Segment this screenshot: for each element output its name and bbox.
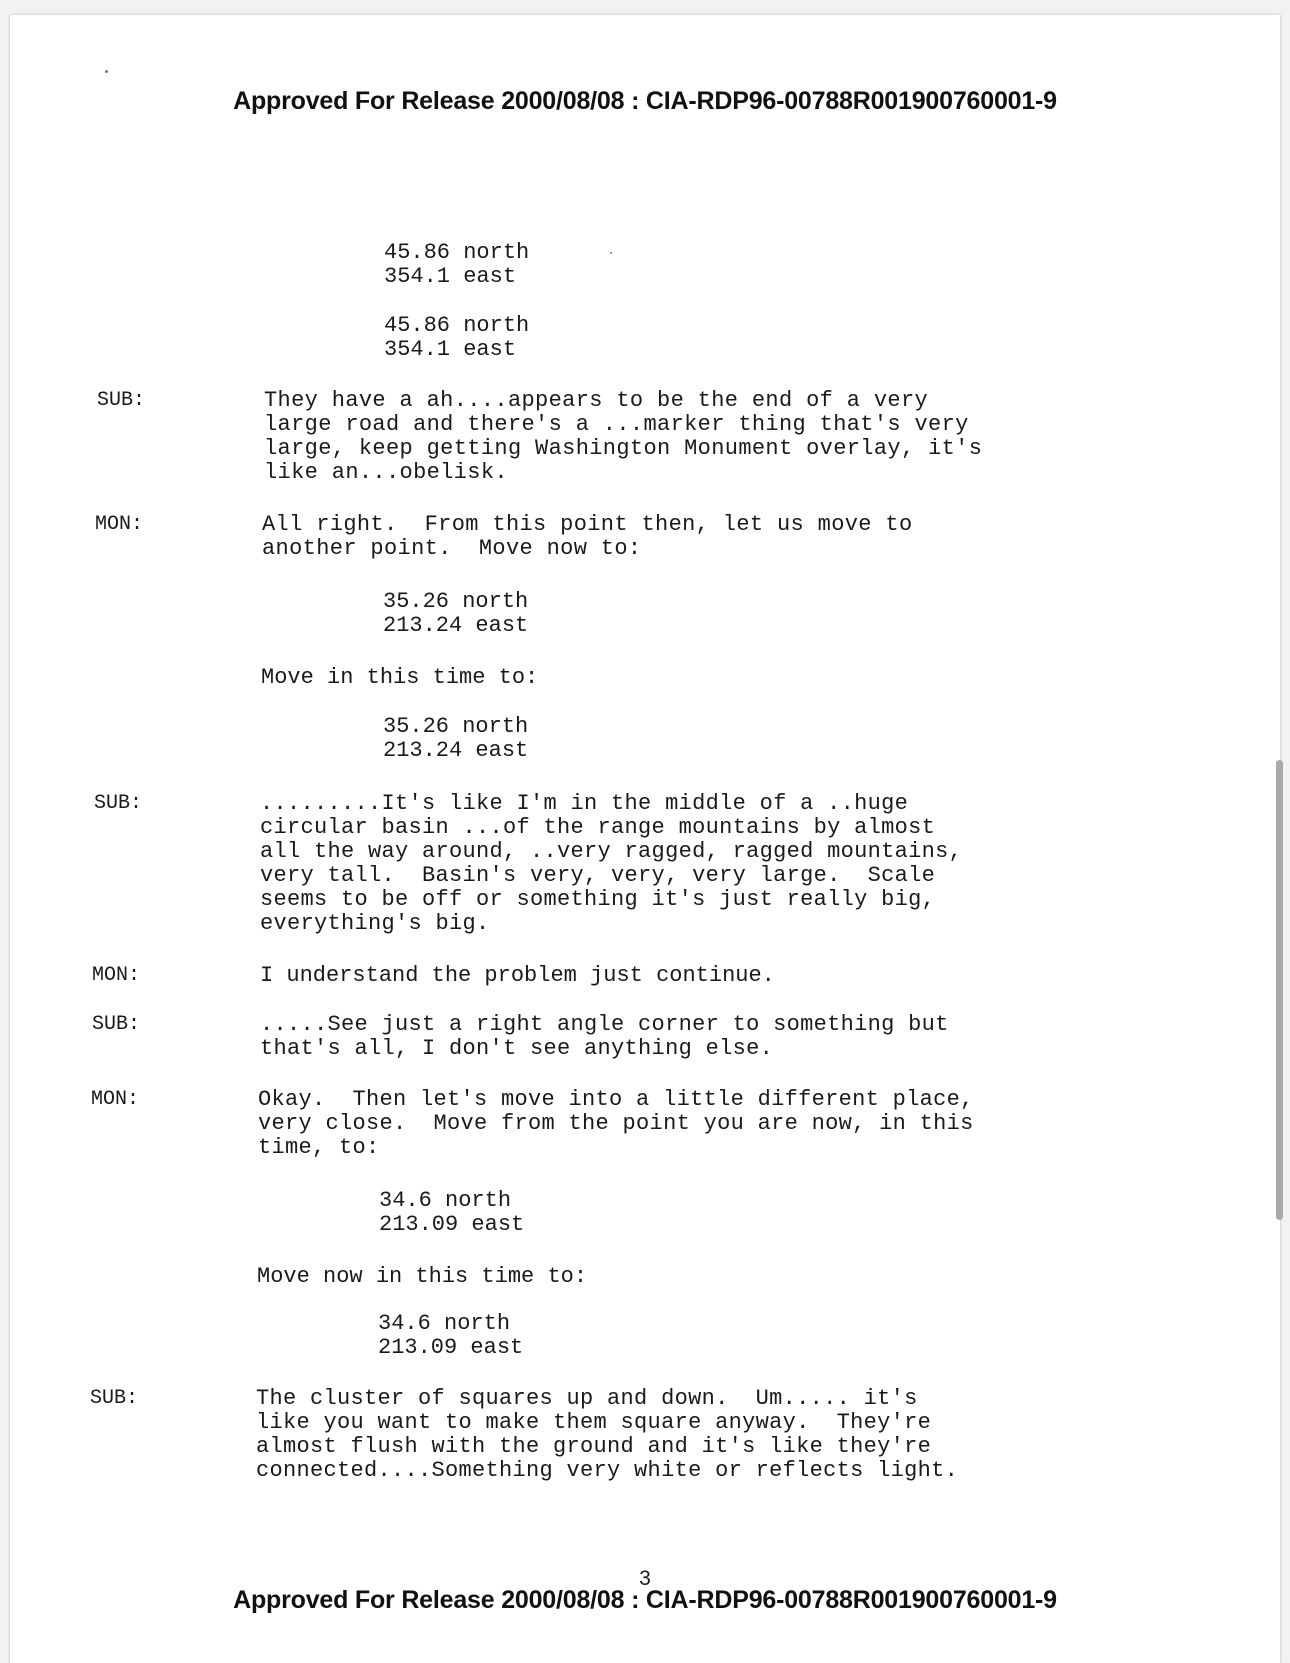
instruction-text: Move in this time to: [261,665,539,690]
coordinates-block: 35.26 north 213.24 east [383,714,529,763]
scan-speck [105,70,108,73]
transcript-text: They have a ah....appears to be the end of a very large road and there's a ...marker thing that's very large, keep getting Washington Monument overlay, it's like an...obelisk. [264,388,983,485]
speaker-label: MON: [95,513,144,536]
transcript-text: The cluster of squares up and down. Um..... it's like you want to make them square anyway. They're almost flush with the ground and it's like they're connected....Something very white or reflects light. [256,1386,959,1483]
coordinates-block: 35.26 north 213.24 east [383,589,529,638]
coordinates-block: 34.6 north 213.09 east [379,1188,525,1237]
transcript-text: Okay. Then let's move into a little different place, very close. Move from the point you are now, in this time, to: [258,1087,974,1160]
scan-speck [610,252,612,254]
transcript-text: .....See just a right angle corner to something but that's all, I don't see anything else. [260,1012,949,1061]
speaker-label: SUB: [97,389,146,412]
page-number: 3 [639,1567,651,1590]
transcript-text: All right. From this point then, let us move to another point. Move now to: [262,512,913,561]
speaker-label: MON: [91,1088,140,1111]
header-release-line: Approved For Release 2000/08/08 : CIA-RDP96-00788R001900760001-9 [233,87,1057,115]
speaker-label: SUB: [90,1387,139,1410]
document-page [10,15,1280,1663]
transcript-text: .........It's like I'm in the middle of a ..huge circular basin ...of the range mountains by almost all the way around, ..very ragged, ragged mountains, very tall. Basin's very, very, very large. Scale seems to be off or something it's just really big, everything's big. [260,791,963,936]
speaker-label: SUB: [92,1013,141,1036]
vertical-scrollbar[interactable] [1276,760,1283,1220]
coordinates-block: 45.86 north 354.1 east [384,313,530,362]
transcript-text: I understand the problem just continue. [260,963,775,988]
speaker-label: SUB: [94,792,143,815]
footer-release-line: Approved For Release 2000/08/08 : CIA-RDP96-00788R001900760001-9 [233,1586,1057,1614]
coordinates-block: 34.6 north 213.09 east [378,1311,524,1360]
coordinates-block: 45.86 north 354.1 east [384,240,530,289]
speaker-label: MON: [92,964,141,987]
instruction-text: Move now in this time to: [257,1264,588,1289]
